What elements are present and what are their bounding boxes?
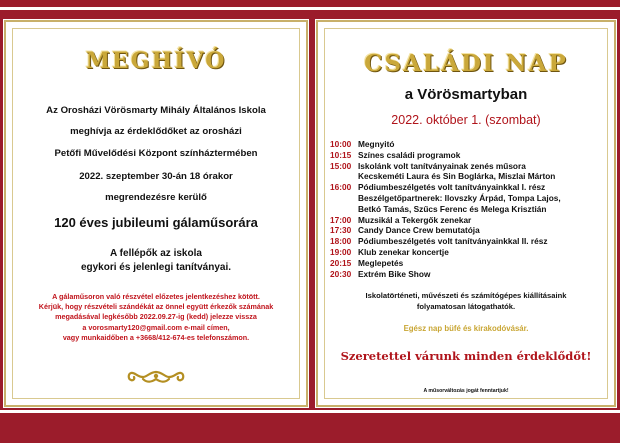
program-time: 20:30 bbox=[330, 268, 352, 279]
performers-line: egykori és jelenlegi tanítványai. bbox=[80, 262, 232, 273]
family-day-subtitle: a Vörösmartyban bbox=[404, 86, 528, 103]
invitation-panel bbox=[4, 20, 308, 407]
performers-text bbox=[6, 247, 306, 275]
program-row bbox=[330, 225, 608, 236]
program-event: Meglepetés bbox=[358, 257, 404, 268]
note-email: a vorosmarty120@gmail.com e-mail címen, bbox=[82, 322, 230, 332]
program-event: Pódiumbeszélgetés volt tanítványainkkal II. rész bbox=[358, 236, 548, 247]
program-row bbox=[330, 269, 608, 280]
rights-notice: A műsorváltozás jogát fenntartjuk! bbox=[423, 388, 509, 394]
info-line: Iskolatörténeti, művészeti és számítógépes kiállításaink bbox=[365, 291, 567, 300]
program-event: Iskolánk volt tanítványainak zenés műsora bbox=[358, 160, 526, 171]
program-time bbox=[330, 171, 358, 182]
program-time: 17:30 bbox=[330, 225, 352, 236]
program-row bbox=[330, 215, 608, 226]
invitation-date: 2022. szeptember 30-án 18 órakor bbox=[79, 171, 233, 182]
invitation-line: meghívja az érdeklődőket az orosházi bbox=[70, 126, 242, 137]
program-list bbox=[330, 139, 608, 279]
program-row bbox=[330, 193, 608, 204]
family-day-panel bbox=[316, 20, 616, 407]
program-time: 16:00 bbox=[330, 182, 352, 193]
event-date: 2022. október 1. (szombat) bbox=[391, 113, 541, 127]
program-event: Betkó Tamás, Szűcs Ferenc és Melega Krisztián bbox=[358, 203, 547, 214]
program-event: Színes családi programok bbox=[358, 149, 461, 160]
note-line: A gálaműsoron való részvétel előzetes jelentkezéshez kötött. bbox=[52, 292, 260, 301]
note-line: megadásával legkésőbb 2022.09.27-ig (kedd) jelezze vissza bbox=[55, 312, 257, 322]
program-row bbox=[330, 182, 608, 193]
program-row bbox=[330, 247, 608, 258]
program-time: 20:15 bbox=[330, 257, 352, 268]
inner-border bbox=[12, 28, 300, 399]
program-event: Megnyitó bbox=[358, 139, 395, 149]
program-event: Candy Dance Crew bemutatója bbox=[358, 225, 480, 236]
program-time bbox=[330, 193, 358, 204]
exhibition-info bbox=[326, 290, 606, 312]
program-event: Pódiumbeszélgetés volt tanítványainkkal I. rész bbox=[358, 182, 546, 193]
program-time: 15:00 bbox=[330, 160, 352, 171]
family-day-title: CSALÁDI NAP bbox=[364, 50, 568, 77]
invitation-line: Petőfi Művelődési Központ színháztermében bbox=[54, 148, 258, 159]
program-row bbox=[330, 258, 608, 269]
program-time: 10:00 bbox=[330, 139, 352, 149]
registration-notes bbox=[16, 292, 296, 343]
program-time: 17:00 bbox=[330, 214, 352, 225]
program-time: 10:15 bbox=[330, 149, 352, 160]
program-time: 18:00 bbox=[330, 236, 352, 247]
bottom-stripe bbox=[0, 410, 620, 413]
program-row bbox=[330, 204, 608, 215]
buffet-text: Egész nap büfé és kirakodóvásár. bbox=[403, 324, 529, 333]
ornament-icon bbox=[125, 368, 187, 386]
program-event: Kecskeméti Laura és Sin Boglárka, Miszlai Márton bbox=[358, 171, 556, 182]
info-line: folyamatosan látogathatók. bbox=[416, 302, 516, 311]
program-time bbox=[330, 204, 358, 215]
program-event: Muzsikál a Tekergők zenekar bbox=[358, 214, 472, 225]
performers-line: A fellépők az iskola bbox=[110, 248, 202, 259]
top-stripe bbox=[0, 7, 620, 10]
note-phone: vagy munkaidőben a +3668/412-674-es telefonszámon. bbox=[62, 332, 250, 342]
invitation-line: Az Orosházi Vörösmarty Mihály Általános Iskola bbox=[46, 105, 266, 116]
program-row bbox=[330, 171, 608, 182]
program-row bbox=[330, 161, 608, 172]
invitation-line: megrendezésre kerülő bbox=[105, 192, 207, 203]
program-row bbox=[330, 139, 608, 150]
invitation-title: MEGHÍVÓ bbox=[85, 48, 227, 74]
program-event: Extrém Bike Show bbox=[358, 268, 431, 279]
program-row bbox=[330, 150, 608, 161]
welcome-text: Szeretettel várunk minden érdeklődőt! bbox=[340, 349, 592, 363]
program-event: Klub zenekar koncertje bbox=[358, 246, 449, 257]
note-line: Kérjük, hogy részvételi szándékát az önnel együtt érkezők számának bbox=[38, 302, 274, 312]
gala-headline: 120 éves jubileumi gálaműsorára bbox=[54, 215, 258, 230]
program-event: Beszélgetőpartnerek: Ilovszky Árpád, Tompa Lajos, bbox=[358, 192, 561, 203]
program-row bbox=[330, 236, 608, 247]
program-time: 19:00 bbox=[330, 246, 352, 257]
